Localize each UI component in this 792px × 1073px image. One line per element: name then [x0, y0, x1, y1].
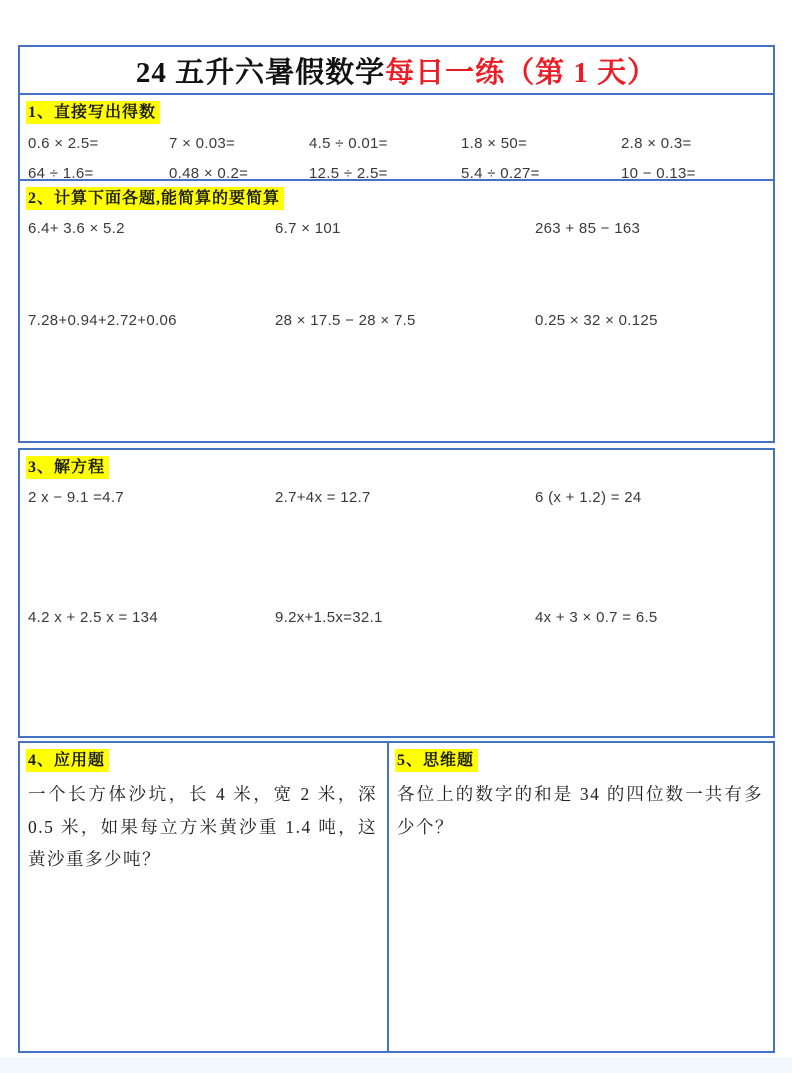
section-5-body: 各位上的数字的和是 34 的四位数一共有多少个？ — [397, 784, 763, 837]
problem: 28 × 17.5 − 28 × 7.5 — [275, 312, 416, 329]
problem: 1.8 × 50= — [461, 135, 528, 152]
section-3-row-2 — [20, 609, 773, 626]
section-1-row-1 — [20, 135, 773, 152]
problem: 0.25 × 32 × 0.125 — [535, 312, 658, 329]
problem: 4.5 ÷ 0.01= — [309, 135, 388, 152]
section-2-written-calculation — [18, 179, 775, 443]
problem: 7.28+0.94+2.72+0.06 — [28, 312, 177, 329]
section-4-body: 一个长方体沙坑，长 4 米，宽 2 米，深 0.5 米，如果每立方米黄沙重 1.4 吨，这黄沙重多少吨？ — [28, 784, 377, 869]
section-1-row-2 — [20, 165, 773, 182]
problem: 5.4 ÷ 0.27= — [461, 165, 540, 182]
section-2-row-2 — [20, 312, 773, 329]
problem: 7 × 0.03= — [169, 135, 236, 152]
problem: 263 + 85 − 163 — [535, 220, 641, 237]
problem: 9.2x+1.5x=32.1 — [275, 609, 383, 626]
problem: 0.48 × 0.2= — [169, 165, 249, 182]
page-title — [136, 50, 657, 91]
problem: 0.6 × 2.5= — [28, 135, 99, 152]
problem: 12.5 ÷ 2.5= — [309, 165, 388, 182]
section-2-header: 2、计算下面各题,能简算的要简算 — [26, 187, 284, 210]
section-3-solve-equations — [18, 448, 775, 738]
problem: 4x + 3 × 0.7 = 6.5 — [535, 609, 658, 626]
section-1-header: 1、直接写出得数 — [26, 101, 160, 124]
section-4-word-problem — [20, 743, 389, 1051]
page-bottom-strip — [0, 1057, 792, 1073]
section-3-row-1 — [20, 489, 773, 506]
problem: 2.7+4x = 12.7 — [275, 489, 371, 506]
section-1-direct-calculation — [18, 93, 775, 181]
page-title-highlight: 每日一练（第 1 天） — [385, 56, 658, 89]
problem: 2 x − 9.1 =4.7 — [28, 489, 124, 506]
title-box — [18, 45, 775, 95]
section-4-header: 4、应用题 — [26, 749, 109, 772]
problem: 4.2 x + 2.5 x = 134 — [28, 609, 158, 626]
page-title-main: 24 五升六暑假数学 — [135, 56, 386, 89]
section-4-5-row — [18, 741, 775, 1053]
problem: 64 ÷ 1.6= — [28, 165, 94, 182]
problem: 6.4+ 3.6 × 5.2 — [28, 220, 125, 237]
section-2-row-1 — [20, 220, 773, 237]
section-5-header: 5、思维题 — [395, 749, 478, 772]
section-3-header: 3、解方程 — [26, 456, 109, 479]
problem: 10 − 0.13= — [621, 165, 696, 182]
problem: 2.8 × 0.3= — [621, 135, 692, 152]
worksheet-table — [18, 45, 775, 1053]
problem: 6.7 × 101 — [275, 220, 341, 237]
section-5-thinking-problem — [389, 743, 773, 1051]
problem: 6 (x + 1.2) = 24 — [535, 489, 642, 506]
